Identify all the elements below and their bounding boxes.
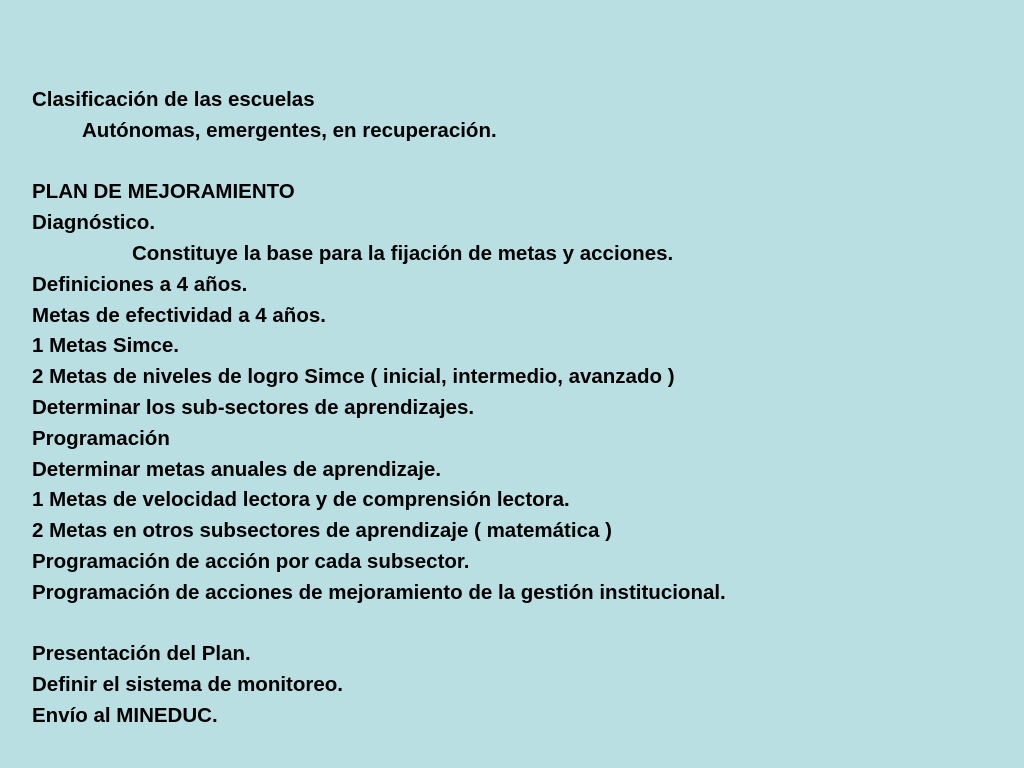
text-line: Definir el sistema de monitoreo. xyxy=(32,673,343,697)
text-line: Determinar metas anuales de aprendizaje. xyxy=(32,457,442,481)
text-line: Envío al MINEDUC. xyxy=(32,703,218,727)
text-line: 1 Metas Simce. xyxy=(32,334,179,358)
text-line: 2 Metas en otros subsectores de aprendizaje ( matemática ) xyxy=(32,519,612,543)
section-heading-plan: PLAN DE MEJORAMIENTO xyxy=(32,180,295,204)
text-line: Definiciones a 4 años. xyxy=(32,272,248,296)
slide-text-body xyxy=(32,85,1012,732)
text-line: Determinar los sub-sectores de aprendizajes. xyxy=(32,395,475,419)
text-line: Presentación del Plan. xyxy=(32,642,251,666)
text-line: Constituye la base para la fijación de metas y acciones. xyxy=(132,241,674,265)
section-heading-clasificacion: Clasificación de las escuelas xyxy=(32,88,315,111)
school-categories: Autónomas, emergentes, en recuperación. xyxy=(82,118,497,142)
text-line: 1 Metas de velocidad lectora y de comprensión lectora. xyxy=(32,488,570,512)
text-line: Programación de acciones de mejoramiento de la gestión institucional. xyxy=(32,580,726,604)
text-line: Programación de acción por cada subsector. xyxy=(32,549,470,573)
spacer xyxy=(32,147,1012,178)
text-line: 2 Metas de niveles de logro Simce ( inicial, intermedio, avanzado ) xyxy=(32,365,675,389)
text-line: Metas de efectividad a 4 años. xyxy=(32,303,326,327)
spacer xyxy=(32,609,1012,640)
text-line: Programación xyxy=(32,426,170,450)
text-line: Diagnóstico. xyxy=(32,211,156,235)
